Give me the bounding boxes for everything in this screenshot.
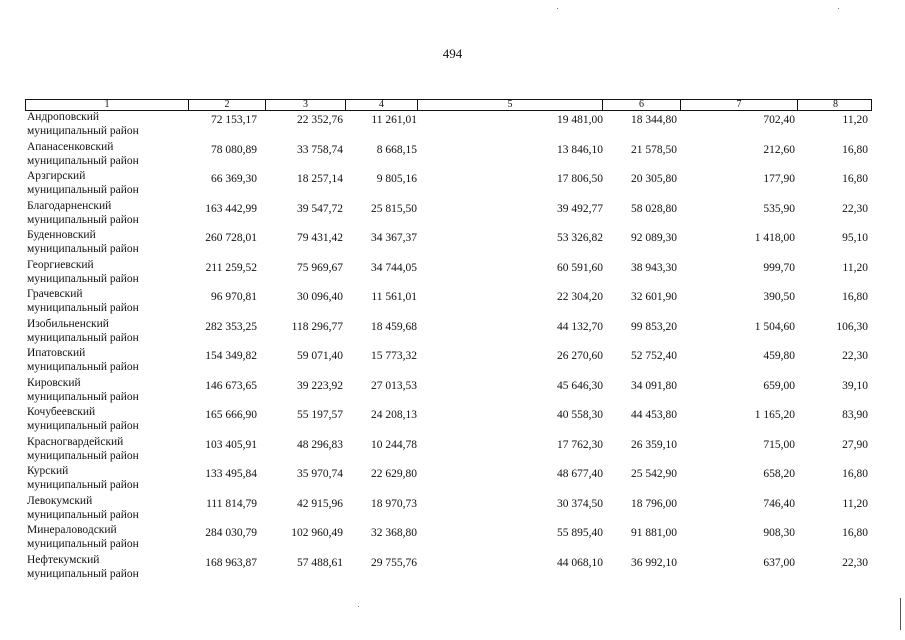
value-cell-col-5: 13 846,10	[557, 143, 603, 156]
district-name: Курский	[27, 465, 69, 477]
district-type: муниципальный район	[27, 302, 139, 314]
value-cell-col-4: 34 367,37	[371, 232, 417, 244]
value-cell-col-5: 17 806,50	[557, 173, 603, 185]
table-row	[25, 111, 872, 141]
value-cell-col-6: 21 578,50	[631, 143, 677, 156]
value-cell-col-3: 30 096,40	[297, 291, 343, 303]
district-name: Георгиевский	[27, 258, 94, 271]
table-body	[25, 111, 872, 583]
value-cell-col-7: 1 418,00	[754, 232, 795, 244]
value-cell-col-4: 24 208,13	[371, 409, 417, 421]
district-type: муниципальный район	[27, 361, 139, 373]
value-cell-col-2: 165 666,90	[205, 409, 257, 421]
value-cell-col-4: 34 744,05	[371, 261, 417, 274]
value-cell-col-6: 25 542,90	[631, 468, 677, 480]
district-type: муниципальный район	[27, 567, 139, 580]
value-cell-col-4: 9 805,16	[376, 173, 417, 185]
value-cell-col-2: 284 030,79	[205, 527, 257, 539]
value-cell-col-2: 211 259,52	[205, 261, 257, 274]
value-cell-col-8: 16,80	[842, 527, 868, 539]
header-cell-8: 8	[833, 99, 838, 110]
value-cell-col-6: 92 089,30	[631, 232, 677, 244]
value-cell-col-6: 36 992,10	[631, 556, 677, 569]
district-name: Благодарненский	[27, 199, 112, 212]
value-cell-col-6: 34 091,80	[631, 379, 677, 392]
value-cell-col-5: 30 374,50	[557, 497, 603, 510]
table-row	[25, 554, 872, 584]
value-cell-col-3: 33 758,74	[297, 143, 343, 156]
table-row	[25, 436, 872, 466]
district-name: Красногвардейский	[27, 435, 124, 448]
district-type: муниципальный район	[27, 420, 139, 432]
table-row	[25, 229, 872, 259]
district-name: Изобильненский	[27, 317, 109, 330]
value-cell-col-8: 16,80	[842, 143, 868, 156]
header-cell-6: 6	[603, 100, 681, 110]
district-name: Нефтекумский	[27, 553, 100, 566]
district-name: Грачевский	[27, 288, 83, 300]
value-cell-col-5: 44 132,70	[557, 320, 603, 333]
value-cell-col-5: 39 492,77	[557, 202, 603, 215]
value-cell-col-7: 212,60	[763, 143, 795, 156]
value-cell-col-8: 95,10	[842, 232, 868, 244]
table-row	[25, 318, 872, 348]
value-cell-col-7: 459,80	[763, 350, 795, 362]
value-cell-col-5: 48 677,40	[557, 468, 603, 480]
value-cell-col-2: 72 153,17	[211, 114, 257, 126]
district-type: муниципальный район	[27, 508, 139, 521]
value-cell-col-4: 25 815,50	[371, 202, 417, 215]
value-cell-col-4: 22 629,80	[371, 468, 417, 480]
value-cell-col-6: 18 344,80	[631, 114, 677, 126]
district-type: муниципальный район	[27, 213, 139, 226]
value-cell-col-7: 177,90	[763, 173, 795, 185]
value-cell-col-3: 42 915,96	[297, 497, 343, 510]
value-cell-col-5: 40 558,30	[557, 409, 603, 421]
value-cell-col-3: 118 296,77	[291, 320, 343, 333]
value-cell-col-3: 22 352,76	[297, 114, 343, 126]
district-name: Буденновский	[27, 229, 96, 241]
header-cell-5: 5	[418, 100, 603, 110]
value-cell-col-6: 44 453,80	[631, 409, 677, 421]
value-cell-col-7: 659,00	[763, 379, 795, 392]
value-cell-col-3: 79 431,42	[297, 232, 343, 244]
district-name: Левокумский	[27, 494, 93, 507]
page-number: 494	[442, 46, 463, 61]
table-row	[25, 141, 872, 171]
value-cell-col-7: 535,90	[763, 202, 795, 215]
value-cell-col-5: 45 646,30	[557, 379, 603, 392]
value-cell-col-3: 48 296,83	[297, 438, 343, 451]
value-cell-col-8: 11,20	[842, 114, 868, 126]
table-row	[25, 406, 872, 436]
district-name: Арзгирский	[27, 170, 86, 182]
value-cell-col-6: 52 752,40	[631, 350, 677, 362]
value-cell-col-6: 58 028,80	[631, 202, 677, 215]
value-cell-col-5: 60 591,60	[557, 261, 603, 274]
table-row	[25, 524, 872, 554]
scan-speck	[838, 8, 839, 9]
value-cell-col-3: 39 547,72	[297, 202, 343, 215]
value-cell-col-2: 111 814,79	[206, 497, 257, 510]
value-cell-col-8: 16,80	[842, 173, 868, 185]
value-cell-col-4: 8 668,15	[376, 143, 417, 156]
value-cell-col-2: 66 369,30	[211, 173, 257, 185]
value-cell-col-5: 55 895,40	[557, 527, 603, 539]
value-cell-col-7: 702,40	[763, 114, 795, 126]
value-cell-col-7: 1 504,60	[754, 320, 795, 333]
value-cell-col-2: 260 728,01	[205, 232, 257, 244]
district-type: муниципальный район	[27, 184, 139, 196]
value-cell-col-5: 17 762,30	[557, 438, 603, 451]
value-cell-col-4: 18 970,73	[371, 497, 417, 510]
value-cell-col-2: 96 970,81	[211, 291, 257, 303]
value-cell-col-7: 1 165,20	[754, 409, 795, 421]
header-cell-7: 7	[681, 100, 798, 110]
value-cell-col-6: 18 796,00	[631, 497, 677, 510]
value-cell-col-6: 32 601,90	[631, 291, 677, 303]
district-type: муниципальный район	[27, 154, 139, 167]
value-cell-col-7: 746,40	[763, 497, 795, 510]
value-cell-col-4: 11 261,01	[371, 114, 417, 126]
value-cell-col-7: 637,00	[763, 556, 795, 569]
value-cell-col-4: 32 368,80	[371, 527, 417, 539]
value-cell-col-8: 27,90	[842, 438, 868, 451]
district-type: муниципальный район	[27, 243, 139, 255]
table-row	[25, 377, 872, 407]
district-name: Кочубеевский	[27, 406, 96, 418]
value-cell-col-2: 154 349,82	[205, 350, 257, 362]
scan-speck	[557, 8, 558, 9]
value-cell-col-6: 20 305,80	[631, 173, 677, 185]
table-row	[25, 288, 872, 318]
value-cell-col-4: 15 773,32	[371, 350, 417, 362]
district-type: муниципальный район	[27, 449, 139, 462]
district-name: Апанасенковский	[27, 140, 114, 153]
value-cell-col-8: 106,30	[836, 320, 868, 333]
value-cell-col-3: 57 488,61	[297, 556, 343, 569]
value-cell-col-2: 78 080,89	[211, 143, 257, 156]
table-row	[25, 170, 872, 200]
value-cell-col-8: 11,20	[842, 497, 868, 510]
district-type: муниципальный район	[27, 272, 139, 285]
header-cell-3: 3	[266, 100, 346, 110]
district-name: Ипатовский	[27, 347, 86, 359]
district-name: Минераловодский	[27, 524, 117, 536]
value-cell-col-2: 163 442,99	[205, 202, 257, 215]
header-cell-1: 1	[26, 100, 189, 110]
value-cell-col-3: 75 969,67	[297, 261, 343, 274]
value-cell-col-5: 53 326,82	[557, 232, 603, 244]
value-cell-col-6: 91 881,00	[631, 527, 677, 539]
value-cell-col-7: 658,20	[763, 468, 795, 480]
value-cell-col-6: 99 853,20	[631, 320, 677, 333]
value-cell-col-2: 146 673,65	[205, 379, 257, 392]
value-cell-col-8: 16,80	[842, 468, 868, 480]
district-type: муниципальный район	[27, 125, 139, 137]
value-cell-col-4: 27 013,53	[371, 379, 417, 392]
value-cell-col-3: 18 257,14	[297, 173, 343, 185]
value-cell-col-2: 133 495,84	[205, 468, 257, 480]
value-cell-col-5: 26 270,60	[557, 350, 603, 362]
table-row	[25, 200, 872, 230]
value-cell-col-8: 22,30	[842, 556, 868, 569]
value-cell-col-8: 22,30	[842, 350, 868, 362]
value-cell-col-7: 390,50	[763, 291, 795, 303]
scan-edge-line	[900, 598, 901, 630]
value-cell-col-5: 22 304,20	[557, 291, 603, 303]
district-type: муниципальный район	[27, 390, 139, 403]
value-cell-col-8: 39,10	[842, 379, 868, 392]
header-cell-4: 4	[346, 100, 418, 110]
value-cell-col-5: 44 068,10	[557, 556, 603, 569]
table-row	[25, 259, 872, 289]
value-cell-col-6: 26 359,10	[631, 438, 677, 451]
value-cell-col-7: 715,00	[763, 438, 795, 451]
value-cell-col-3: 102 960,49	[291, 527, 343, 539]
table-header-row	[25, 99, 872, 111]
value-cell-col-8: 11,20	[842, 261, 868, 274]
district-name: Андроповский	[27, 111, 100, 123]
value-cell-col-3: 55 197,57	[297, 409, 343, 421]
header-cell-2: 2	[189, 100, 266, 110]
table-row	[25, 495, 872, 525]
value-cell-col-8: 83,90	[842, 409, 868, 421]
value-cell-col-4: 11 561,01	[371, 291, 417, 303]
value-cell-col-3: 35 970,74	[297, 468, 343, 480]
value-cell-col-7: 999,70	[763, 261, 795, 274]
district-type: муниципальный район	[27, 538, 139, 550]
value-cell-col-8: 22,30	[842, 202, 868, 215]
value-cell-col-8: 16,80	[842, 291, 868, 303]
value-cell-col-4: 18 459,68	[371, 320, 417, 333]
table-row	[25, 347, 872, 377]
value-cell-col-6: 38 943,30	[631, 261, 677, 274]
district-type: муниципальный район	[27, 479, 139, 491]
value-cell-col-2: 103 405,91	[205, 438, 257, 451]
value-cell-col-3: 59 071,40	[297, 350, 343, 362]
district-name: Кировский	[27, 376, 81, 389]
table-row	[25, 465, 872, 495]
value-cell-col-4: 10 244,78	[371, 438, 417, 451]
district-type: муниципальный район	[27, 331, 139, 344]
value-cell-col-7: 908,30	[763, 527, 795, 539]
value-cell-col-4: 29 755,76	[371, 556, 417, 569]
value-cell-col-2: 282 353,25	[205, 320, 257, 333]
value-cell-col-2: 168 963,87	[205, 556, 257, 569]
scan-speck	[358, 606, 359, 607]
value-cell-col-5: 19 481,00	[557, 114, 603, 126]
value-cell-col-3: 39 223,92	[297, 379, 343, 392]
